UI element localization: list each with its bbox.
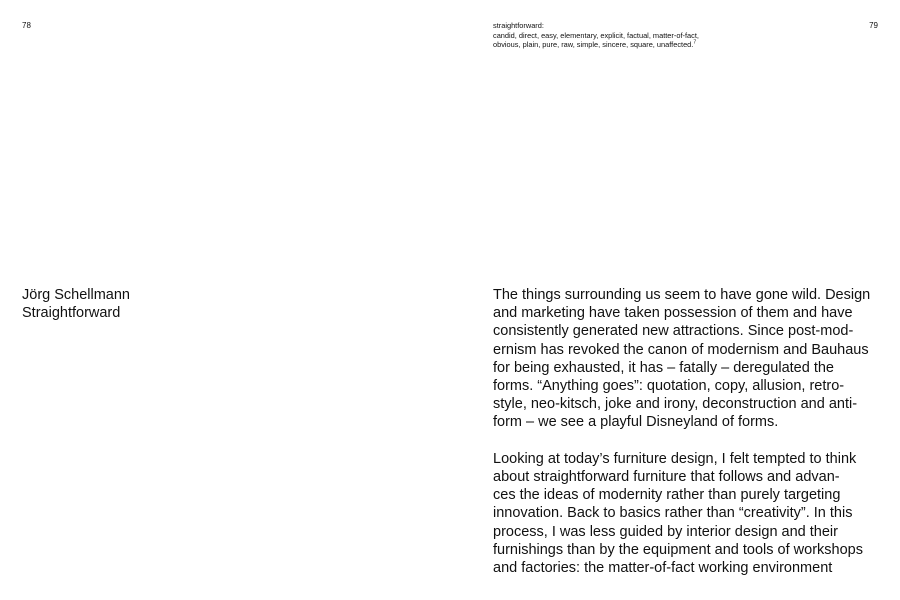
text-line: ernism has revoked the canon of modernism and Bauhaus — [493, 341, 869, 358]
author-title-block — [22, 286, 130, 322]
essay-title: Straightforward — [22, 305, 121, 321]
text-line: form – we see a playful Disneyland of forms. — [493, 414, 779, 431]
text-line: and factories: the matter-of-fact working environment — [493, 560, 833, 577]
author-name: Jörg Schellmann — [22, 287, 130, 303]
definition-synonyms-line: candid, direct, easy, elementary, explicit, factual, matter-of-fact, — [493, 30, 699, 40]
definition-synonyms-line: obvious, plain, pure, raw, simple, sincere, square, unaffected.$^7$ — [493, 39, 697, 50]
text-line: style, neo-kitsch, joke and irony, deconstruction and anti- — [493, 396, 858, 413]
text-line: Looking at today’s furniture design, I felt tempted to think — [493, 450, 857, 467]
right-page — [450, 0, 900, 600]
text-line: about straightforward furniture that follows and advan- — [493, 469, 840, 486]
text-line: The things surrounding us seem to have gone wild. Design — [493, 287, 871, 303]
definition-block — [493, 21, 773, 50]
essay-body — [493, 286, 893, 577]
text-line: forms. “Anything goes”: quotation, copy, allusion, retro- — [493, 378, 845, 395]
text-line: process, I was less guided by interior design and their — [493, 523, 838, 540]
text-line: furnishings than by the equipment and tools of workshops — [493, 541, 863, 558]
text-line: ces the ideas of modernity rather than purely targeting — [493, 487, 841, 504]
footnote-reference: 7 — [693, 39, 697, 46]
essay-paragraph — [493, 450, 893, 577]
essay-paragraph — [493, 286, 893, 432]
page-number-right: 79 — [869, 21, 878, 30]
text-line: innovation. Back to basics rather than “creativity”. In this — [493, 505, 853, 522]
text-line: for being exhausted, it has – fatally – deregulated the — [493, 359, 834, 376]
text-line: consistently generated new attractions. Since post-mod- — [493, 323, 854, 340]
text-line: and marketing have taken possession of them and have — [493, 305, 853, 322]
page-number-left: 78 — [22, 21, 31, 30]
definition-term: straightforward: — [493, 21, 544, 30]
